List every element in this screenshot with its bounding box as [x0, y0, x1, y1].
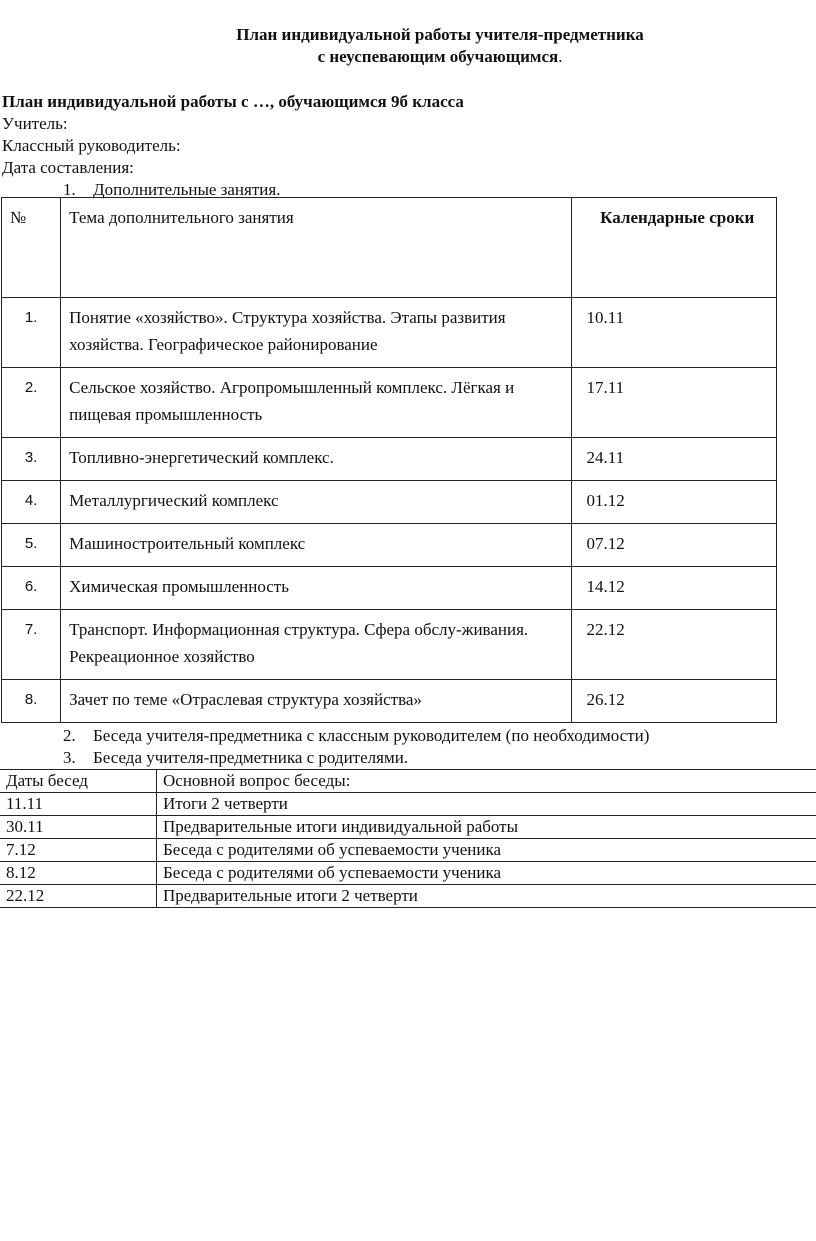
list-item-number: 3. — [63, 748, 76, 767]
table-row — [2, 524, 777, 567]
table-row — [0, 793, 816, 816]
row-date: 24.11 — [572, 438, 777, 481]
talk-date: 30.11 — [0, 816, 157, 839]
row-number: 7. — [2, 610, 61, 680]
row-topic: Машиностроительный комплекс — [61, 524, 572, 567]
row-topic: Зачет по теме «Отраслевая структура хозяйства» — [61, 680, 572, 723]
row-topic: Химическая промышленность — [61, 567, 572, 610]
talk-question: Итоги 2 четверти — [157, 793, 816, 816]
date-label: Дата составления: — [2, 158, 134, 177]
talk-date: 11.11 — [0, 793, 157, 816]
row-number: 5. — [2, 524, 61, 567]
table-row — [2, 368, 777, 438]
talk-question: Беседа с родителями об успеваемости ученика — [157, 862, 816, 885]
header-talk-question: Основной вопрос беседы: — [157, 770, 816, 793]
table-row — [2, 610, 777, 680]
plan-heading: План индивидуальной работы с …, обучающимся 9б класса — [2, 92, 464, 111]
row-date: 10.11 — [572, 298, 777, 368]
list-item-number: 2. — [63, 726, 76, 745]
title-line-2 — [0, 46, 816, 68]
talk-date: 7.12 — [0, 839, 157, 862]
title-line-2-text: с неуспевающим обучающимся — [317, 47, 559, 66]
class-teacher-label: Классный руководитель: — [2, 136, 181, 155]
row-date: 07.12 — [572, 524, 777, 567]
row-number: 8. — [2, 680, 61, 723]
lessons-header-row — [2, 198, 777, 298]
teacher-label: Учитель: — [2, 114, 68, 133]
table-row — [2, 680, 777, 723]
table-row — [0, 862, 816, 885]
talk-question: Предварительные итоги индивидуальной работы — [157, 816, 816, 839]
table-row — [2, 438, 777, 481]
row-topic: Транспорт. Информационная структура. Сфера обслу-живания. Рекреационное хозяйство — [61, 610, 572, 680]
table-row — [2, 567, 777, 610]
row-date: 14.12 — [572, 567, 777, 610]
talk-question: Беседа с родителями об успеваемости ученика — [157, 839, 816, 862]
title-line-2-end: . — [558, 47, 563, 66]
row-date: 22.12 — [572, 610, 777, 680]
row-topic: Топливно-энергетический комплекс. — [61, 438, 572, 481]
list-item-text: Дополнительные занятия. — [93, 180, 281, 199]
list-item-3 — [63, 748, 408, 768]
talks-table — [0, 769, 816, 908]
table-row — [2, 298, 777, 368]
list-item-2 — [63, 726, 649, 746]
title-line-1: План индивидуальной работы учителя-предметника — [236, 25, 644, 44]
header-topic: Тема дополнительного занятия — [61, 198, 572, 298]
row-date: 17.11 — [572, 368, 777, 438]
header-talk-dates: Даты бесед — [0, 770, 157, 793]
row-number: 1. — [2, 298, 61, 368]
table-row — [2, 481, 777, 524]
talk-question: Предварительные итоги 2 четверти — [157, 885, 816, 908]
table-row — [0, 885, 816, 908]
row-number: 3. — [2, 438, 61, 481]
row-number: 4. — [2, 481, 61, 524]
row-number: 2. — [2, 368, 61, 438]
document-title — [0, 24, 816, 68]
talk-date: 22.12 — [0, 885, 157, 908]
list-item-text: Беседа учителя-предметника с классным руководителем (по необходимости) — [93, 726, 650, 745]
talk-date: 8.12 — [0, 862, 157, 885]
row-topic: Понятие «хозяйство». Структура хозяйства. Этапы развития хозяйства. Географическое районирование — [61, 298, 572, 368]
table-row — [0, 839, 816, 862]
talks-header-row — [0, 770, 816, 793]
row-date: 01.12 — [572, 481, 777, 524]
header-date: Календарные сроки — [572, 198, 777, 298]
lessons-table — [1, 197, 777, 723]
row-topic: Сельское хозяйство. Агропромышленный комплекс. Лёгкая и пищевая промышленность — [61, 368, 572, 438]
header-number: № — [2, 198, 61, 298]
list-item-text: Беседа учителя-предметника с родителями. — [93, 748, 409, 767]
row-date: 26.12 — [572, 680, 777, 723]
row-number: 6. — [2, 567, 61, 610]
table-row — [0, 816, 816, 839]
list-item-number: 1. — [63, 180, 76, 199]
row-topic: Металлургический комплекс — [61, 481, 572, 524]
